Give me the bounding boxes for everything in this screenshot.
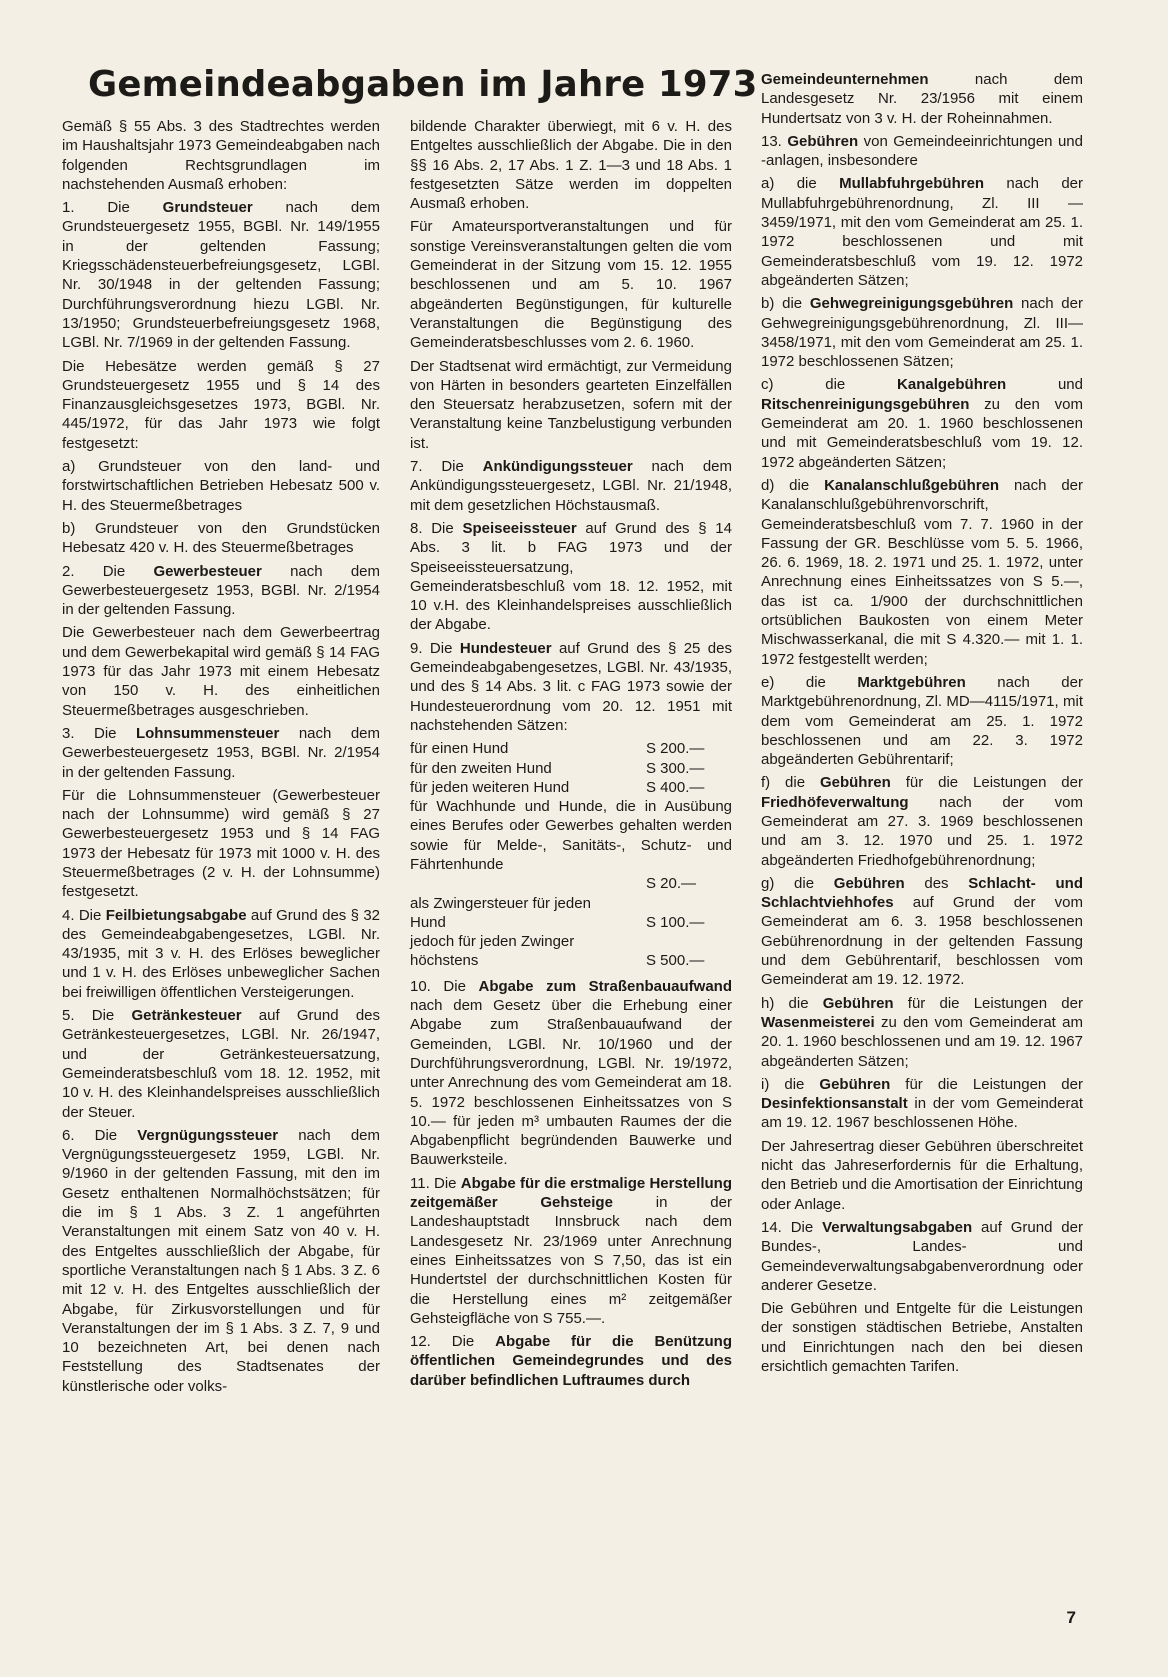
paragraph	[410, 519, 732, 635]
paragraph-text: nach der Kanalanschlußgebührenvorschrift, Gemeinderatsbeschluß vom 7. 7. 1960 in der Fassung der GR. Beschlüsse vom 5. 5. 1966, 26. 6. 1969, 18. 2. 1971 und 25. 1. 1972, unter Anrechnung eines Einheitssatzes von S 5.—, das ist ca. 1/900 der durchschnittlichen ortsüblichen Baukosten von einem Meter Mischwasserkanal, die mit S 4.320.— mit 1. 1. 1972 festgestellt werden;	[761, 476, 1083, 668]
kennel-fee-label: Hund	[410, 913, 446, 931]
paragraph-text: e) die	[761, 673, 858, 691]
paragraph-text: nach dem Grundsteuergesetz 1955, BGBl. Nr. 149/1955 in der geltenden Fassung; Kriegsschädensteuerbefreiungsgesetz, LGBl. Nr. 30/1948 in der geltenden Fassung; Durchführungsverordnung hiezu LGBl. Nr. 13/1950; Grundsteuerbefreiungsgesetz 1968, LGBl. Nr. 7/1969 in der geltenden Fassung.	[62, 199, 381, 352]
paragraph-text: des	[904, 874, 969, 892]
kennel-fee-amount: S 100.—	[646, 913, 705, 931]
paragraph-text: nach der vom Gemeinderat am 27. 3. 1969 beschlossenen und am 3. 12. 1970 und 25. 1. 1972 abgeänderten Friedhofgebührenordnung;	[761, 793, 1083, 869]
text-column-2	[410, 117, 732, 1394]
bold-term: Abgabe zum Straßenbauaufwand	[478, 977, 732, 995]
working-dogs-amount: S 20.—	[646, 875, 697, 893]
paragraph-text: nach der Mullabfuhrgebührenordnung, Zl. III — 3459/1971, mit den vom Gemeinderat am 25. 1. 1972 beschlossenen und mit Gemeinderatsbeschluß vom 19. 12. 1972 abgeänderten Sätzen;	[761, 175, 1083, 289]
bold-term: Gemeindeunternehmen	[761, 71, 929, 88]
paragraph-text: von Gemeindeeinrichtungen und -anlagen, insbesondere	[761, 132, 1083, 170]
bold-term: Abgabe für die erstmalige Herstellung zeitgemäßer Gehsteige	[410, 1174, 732, 1212]
bold-term: Mullabfuhrgebühren	[839, 175, 985, 193]
bold-term: Gewerbesteuer	[153, 562, 262, 580]
paragraph-text: auf Grund des Getränkesteuergesetzes, LGBl. Nr. 26/1947, und der Getränkesteuersatzung, Gemeinderatsbeschluß vom 18. 12. 1952, mit 10 v. H. des Kleinhandelspreises ausschließlich der Steuer.	[62, 1007, 380, 1121]
bold-term: Gebühren	[819, 1075, 891, 1093]
bold-term: Vergnügungssteuer	[137, 1126, 279, 1144]
paragraph-text: 13.	[761, 132, 788, 150]
paragraph-text: nach der Gehwegreinigungsgebührenordnung, Zl. III—3458/1971, mit den vom Gemeinderat am 25. 1. 1972 beschlossenen Sätzen;	[761, 295, 1083, 371]
paragraph	[62, 724, 380, 782]
paragraph	[410, 457, 732, 515]
column-2-part-a	[410, 117, 732, 735]
bold-term: Friedhöfeverwaltung	[761, 793, 909, 811]
paragraph-text: h) die	[761, 994, 823, 1012]
paragraph-text: für die Leistungen der	[890, 774, 1083, 792]
paragraph-text: in der Landeshauptstadt Innsbruck nach dem Landesgesetz Nr. 23/1969 unter Anrechnung eines Einheitssatzes von S 7,50, das ist ein Hundertstel der durchschnittlichen Kosten für die Herstellung eines m² zeitgemäßer Gehsteigfläche von S 755.—.	[410, 1194, 732, 1327]
page-number: 7	[1066, 1608, 1076, 1627]
paragraph-text: 12. Die	[410, 1333, 496, 1351]
paragraph-text: 9. Die	[410, 639, 460, 657]
paragraph-text: 4. Die	[62, 906, 106, 924]
paragraph-text: i) die	[761, 1075, 820, 1093]
paragraph-text: für die Leistungen der	[890, 1075, 1083, 1093]
paragraph	[761, 294, 1083, 371]
bold-term: Hundesteuer	[459, 639, 552, 657]
working-dogs-amount-line	[410, 874, 732, 893]
column-2-part-b	[410, 977, 732, 1390]
dog-fee-row	[410, 759, 732, 778]
paragraph-text: d) die	[761, 476, 825, 494]
dog-fee-label: für jeden weiteren Hund	[410, 778, 570, 796]
paragraph: Die Gebühren und Entgelte für die Leistungen der sonstigen städtischen Betriebe, Anstalten und Einrichtungen nach den bei diesen ersichtlich gemachten Tarifen.	[761, 1300, 1083, 1375]
paragraph-text: und	[1006, 376, 1083, 394]
dog-fee-table	[410, 739, 732, 971]
paragraph-text: auf Grund der vom Gemeinderat am 6. 3. 1958 beschlossenen Gebührenordnung in der geltenden Fassung und dem Gebührentarif, beschlossen vom Gemeinderat am 19. 12. 1972.	[761, 894, 1083, 989]
paragraph	[761, 994, 1083, 1071]
bold-term: Gebühren	[833, 874, 905, 892]
bold-term: Schlacht- und Schlachtviehhofes	[761, 874, 1083, 912]
bold-term: Kanalanschlußgebühren	[824, 476, 1000, 494]
paragraph-text: auf Grund der Bundes-, Landes- und Gemeindeverwaltungsabgabenverordnung oder anderer Gesetze.	[761, 1218, 1083, 1294]
paragraph-text: 10. Die	[410, 977, 479, 995]
paragraph	[761, 1075, 1083, 1133]
dog-fee-row	[410, 739, 732, 758]
paragraph: b) Grundsteuer von den Grundstücken Hebesatz 420 v. H. des Steuermeßbetrages	[62, 519, 380, 557]
dog-fee-label: für den zweiten Hund	[410, 759, 552, 777]
paragraph	[410, 1174, 732, 1328]
kennel-max-amount: S 500.—	[646, 952, 705, 970]
dog-fee-amount: S 200.—	[646, 740, 705, 758]
paragraph	[761, 132, 1083, 171]
paragraph-text: nach dem Gesetz über die Erhebung einer Abgabe zum Straßenbauaufwand der Gemeinden, LGBl. Nr. 10/1960 und der Durchführungsverordnung, LGBl. Nr. 19/1972, unter Anrechnung des vom Gemeinderat am 18. 5. 1972 beschlossenen Einheitssatzes von S 10.— für jeden m³ umbauten Raumes der die Abgabenpflicht begründenden Bauwerke und Bauwerksteile.	[410, 997, 732, 1169]
bold-term: Desinfektionsanstalt	[761, 1095, 908, 1113]
paragraph-text: in der vom Gemeinderat am 19. 12. 1967 beschlossenen Höhe.	[761, 1095, 1083, 1132]
paragraph-text: 3. Die	[62, 724, 136, 742]
paragraph-text: nach dem Ankündigungssteuergesetz, LGBl. Nr. 21/1948, mit dem gesetzlichen Höchstausmaß.	[410, 458, 733, 514]
paragraph-text: nach dem Vergnügungssteuergesetz 1959, LGBl. Nr. 9/1960 in der geltenden Fassung, mit den im Gesetz enthaltenen Normalhöchstsätzen; für die im § 1 Abs. 3 Z. 1 angeführten Veranstaltungen mit einem Satz von 40 v. H. des Entgeltes ausschließlich der Abgabe, für sportliche Veranstaltungen nach § 1 Abs. 3 Z. 6 mit 12 v. H. des Entgeltes ausschließlich der Abgabe, für Zirkusvorstellungen und für Veranstaltungen der im § 1 Abs. 3 Z. 7, 9 und 10 bezeichneten Art, bei denen nach Feststellung des Stadtsenates der künstlerische oder volks-	[62, 1126, 381, 1395]
dog-fee-label: für einen Hund	[410, 740, 509, 758]
paragraph-text: c) die	[761, 376, 898, 394]
paragraph: Die Hebesätze werden gemäß § 27 Grundsteuergesetz 1955 und § 14 des Finanzausgleichsgesetzes 1973, BGBl. Nr. 445/1972, für das Jahr 1973 wie folgt festgesetzt:	[62, 357, 380, 452]
paragraph: Für die Lohnsummensteuer (Gewerbesteuer nach der Lohnsumme) wird gemäß § 27 Gewerbesteuergesetz 1953 und § 14 FAG 1973 der Hebesatz für 1973 mit 1000 v. H. des Steuermeßbetrages (2 v. H. der Lohnsumme) festgesetzt.	[62, 786, 380, 901]
bold-term: Lohnsummensteuer	[135, 724, 280, 742]
paragraph	[62, 198, 380, 352]
paragraph	[62, 1126, 380, 1396]
bold-term: Gebühren	[822, 994, 894, 1012]
paragraph: Die Gewerbesteuer nach dem Gewerbeertrag und dem Gewerbekapital wird gemäß § 14 FAG 1973 für das Jahr 1973 mit einem Hebesatz von 150 v. H. des einheitlichen Steuermeßbetrages ausgeschrieben.	[62, 624, 380, 719]
bold-term: Speiseeissteuer	[462, 519, 577, 537]
bold-term: Grundsteuer	[162, 199, 253, 217]
bold-term: Kanalgebühren	[897, 376, 1007, 394]
paragraph	[62, 906, 380, 1002]
kennel-max-label: höchstens	[410, 952, 479, 970]
paragraph	[410, 1332, 732, 1390]
paragraph-text: f) die	[761, 774, 820, 792]
bold-term: Getränkesteuer	[131, 1007, 242, 1025]
bold-term: Gebühren	[787, 132, 859, 150]
paragraph	[761, 174, 1083, 290]
text-column-3	[761, 70, 1083, 1380]
kennel-fee-row	[410, 913, 732, 932]
working-dogs-text: für Wachhunde und Hunde, die in Ausübung eines Berufes oder Gewerbes gehalten werden sowie für Melde-, Sanitäts-, Schutz- und Fährtenhunde	[410, 798, 732, 873]
bold-term: Marktgebühren	[857, 673, 966, 691]
paragraph-text: 6. Die	[62, 1126, 138, 1144]
dog-fee-amount: S 400.—	[646, 778, 705, 796]
paragraph-text: nach dem Landesgesetz Nr. 23/1956 mit einem Hundertsatz von 3 v. H. der Roheinnahmen.	[761, 71, 1083, 127]
paragraph	[410, 639, 732, 735]
paragraph-text: nach dem Gewerbesteuergesetz 1953, BGBl. Nr. 2/1954 in der geltenden Fassung.	[62, 562, 381, 619]
dog-fee-amount: S 300.—	[646, 759, 705, 777]
paragraph	[761, 375, 1083, 471]
dog-fee-row	[410, 778, 732, 797]
paragraph-text: 14. Die	[761, 1218, 823, 1236]
paragraph-text: nach dem Gewerbesteuergesetz 1953, BGBl. Nr. 2/1954 in der geltenden Fassung.	[62, 724, 381, 781]
paragraph	[62, 1006, 380, 1122]
paragraph: Für Amateursportveranstaltungen und für sonstige Vereinsveranstaltungen gelten die vom Gemeinderat in der Sitzung vom 15. 12. 1955 beschlossenen und am 5. 10. 1967 abgeänderten Begünstigungen, für kulturelle Veranstaltungen die Begünstigung des Gemeinderatsbeschlusses vom 2. 6. 1960.	[410, 218, 732, 352]
paragraph-text: 2. Die	[62, 562, 154, 580]
text-column-1	[62, 117, 380, 1400]
bold-term: Wasenmeisterei	[761, 1013, 875, 1031]
paragraph-text: nach der Marktgebührenordnung, Zl. MD—4115/1971, mit dem vom Gemeinderat am 25. 1. 1972 beschlossenen und am 22. 3. 1972 abgeänderten Gebührentarif;	[761, 673, 1083, 769]
bold-term: Feilbietungsabgabe	[105, 906, 247, 924]
paragraph-text: 5. Die	[62, 1007, 132, 1025]
kennel-max-row	[410, 951, 732, 970]
paragraph-text: g) die	[761, 874, 834, 892]
paragraph: Gemäß § 55 Abs. 3 des Stadtrechtes werden im Haushaltsjahr 1973 Gemeindeabgaben nach folgenden Rechtsgrundlagen im nachstehenden Ausmaß erhoben:	[62, 118, 380, 193]
paragraph-text: zu den vom Gemeinderat am 20. 1. 1960 beschlossenen und mit Gemeinderatsbeschluß vom 19. 12. 1972 abgeänderten Sätzen;	[761, 395, 1083, 471]
paragraph-text: 1. Die	[62, 199, 163, 217]
paragraph	[761, 874, 1083, 990]
paragraph-text: 8. Die	[410, 519, 463, 537]
paragraph: Der Stadtsenat wird ermächtigt, zur Vermeidung von Härten in besonders gearteten Einzelfällen den Steuersatz herabzusetzen, sofern mit der Veranstaltung keine Tanzbelustigung verbunden ist.	[410, 357, 732, 452]
paragraph: a) Grundsteuer von den land- und forstwirtschaftlichen Betrieben Hebesatz 500 v. H. des Steuermeßbetrages	[62, 458, 380, 514]
paragraph-text: auf Grund des § 32 des Gemeindeabgabengesetzes, LGBl. Nr. 43/1935, mit 3 v. H. des Erlöses beweglicher und 1 v. H. des Erlöses unbeweglicher Sachen bei freiwilligen öffentlichen Versteigerungen.	[62, 906, 381, 1001]
bold-term: Verwaltungsabgaben	[822, 1218, 973, 1236]
paragraph-text: auf Grund des § 25 des Gemeindeabgabengesetzes, LGBl. Nr. 43/1935, und des § 14 Abs. 3 lit. c FAG 1973 sowie der Hundesteuerordnung vom 20. 12. 1951 mit nachstehenden Sätzen:	[410, 639, 732, 734]
bold-term: Ritschenreinigungsgebühren	[761, 395, 970, 413]
paragraph: Der Jahresertrag dieser Gebühren überschreitet nicht das Jahreserfordernis für die Erhaltung, den Betrieb und die Amortisation der Einrichtung oder Anlage.	[761, 1137, 1083, 1213]
paragraph-text: 11. Die	[410, 1174, 461, 1192]
paragraph	[761, 70, 1083, 128]
paragraph	[761, 773, 1083, 869]
paragraph-text: auf Grund des § 14 Abs. 3 lit. b FAG 1973 und der Speiseeissteuersatzung, Gemeinderatsbeschluß vom 18. 12. 1952, mit 10 v.H. des Kleinhandelspreises ausschließlich der Abgabe.	[410, 519, 732, 634]
paragraph	[62, 562, 380, 620]
page-title: Gemeindeabgaben im Jahre 1973	[88, 64, 758, 105]
bold-term: Ankündigungssteuer	[482, 458, 633, 476]
paragraph-text: 7. Die	[410, 458, 483, 476]
kennel-text: als Zwingersteuer für jeden	[410, 894, 591, 912]
paragraph	[761, 673, 1083, 769]
paragraph	[761, 1218, 1083, 1295]
bold-term: Gehwegreinigungsgebühren	[809, 295, 1014, 313]
paragraph-text: b) die	[761, 295, 810, 313]
bold-term: Gebühren	[819, 774, 891, 792]
paragraph-text: zu den vom Gemeinderat am 20. 1. 1960 beschlossenen und am 19. 12. 1967 abgeänderten Sätzen;	[761, 1013, 1083, 1070]
paragraph: bildende Charakter überwiegt, mit 6 v. H. des Entgeltes ausschließlich der Abgabe. Die in den §§ 16 Abs. 2, 17 Abs. 1 Z. 1—3 und 18 Abs. 1 festgesetzten Sätze werden im doppelten Ausmaß erhoben.	[410, 118, 732, 213]
paragraph	[761, 476, 1083, 669]
paragraph	[410, 977, 732, 1170]
paragraph-text: für die Leistungen der	[893, 994, 1083, 1012]
paragraph-text: a) die	[761, 175, 840, 193]
kennel-max-text: jedoch für jeden Zwinger	[410, 933, 575, 951]
bold-term: Abgabe für die Benützung öffentlichen Gemeindegrundes und des darüber befindlichen Luftraumes durch	[410, 1333, 732, 1389]
